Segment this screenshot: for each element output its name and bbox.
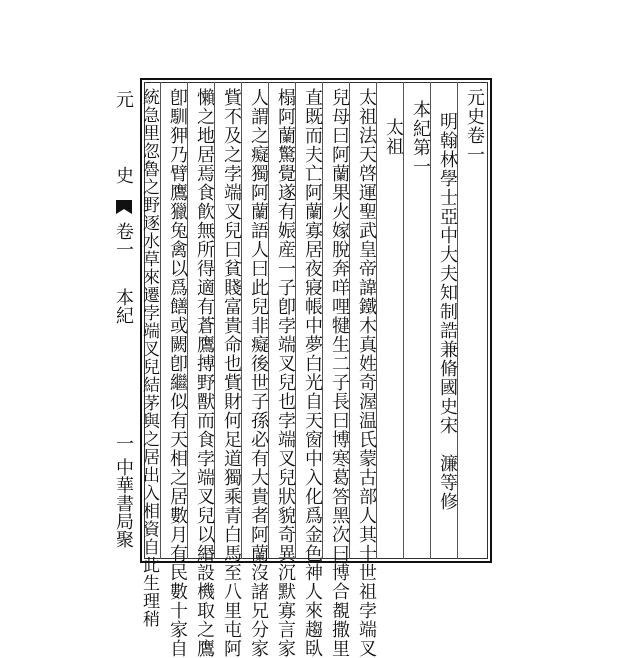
margin-volume: 卷一 (113, 222, 134, 258)
margin-page-number: 一 (113, 434, 134, 452)
compiler-line: 明翰林學士亞中大夫知制誥兼脩國史宋 濂等修 (437, 112, 458, 511)
text-column: 榻阿蘭驚覺遂有娠産一子卽孛端叉兒也孛端叉兒狀貌奇異沉默寡言家 (275, 88, 296, 658)
text-column: 直既而夫亡阿蘭寡居夜寢帳中夢白光自天窗中入化爲金色神人來趨臥 (302, 88, 323, 658)
text-column: 卽馴狎乃臂鷹獵兔禽以爲饍或闕卽繼似有天相之居數月有民數十家自 (167, 88, 188, 658)
margin-book-title: 元 (113, 90, 134, 108)
margin-publisher: 中華書局聚 (113, 458, 134, 548)
text-column: 人謂之癡獨阿蘭語人曰此兒非癡後世子孫必有大貴者阿蘭沒諸兄分家 (248, 88, 269, 658)
column-rule (160, 82, 161, 559)
margin-section: 本紀 (113, 288, 134, 324)
fish-tail-mark (116, 200, 132, 214)
chapter-heading: 本紀第一 (410, 100, 431, 176)
text-column: 兒母曰阿蘭果火嫁脫奔咩哩犍生二子長曰博寒葛答黑次曰博合覩撒里 (329, 88, 350, 658)
volume-heading: 元史卷一 (464, 88, 485, 164)
text-column: 太祖法天啓運聖武皇帝諱鐵木真姓奇渥温氏蒙古部人其十世祖孛端叉 (356, 88, 377, 658)
text-column: 懶之地居焉食飮無所得適有蒼鷹搏野獸而食孛端叉兒以緡設機取之鷹 (194, 88, 215, 658)
text-column: 統急里忽魯之野逐水草來遷孛端叉兒結茅與之居出入相資自此生理稍 (139, 88, 159, 628)
margin-history-char: 史 (113, 166, 134, 184)
emperor-heading: 太祖 (383, 118, 404, 156)
text-column: 貲不及之孛端叉兒曰貧賤富貴命也貲財何足道獨乘青白馬至八里屯阿 (221, 88, 242, 658)
page-margin-band (112, 82, 136, 559)
